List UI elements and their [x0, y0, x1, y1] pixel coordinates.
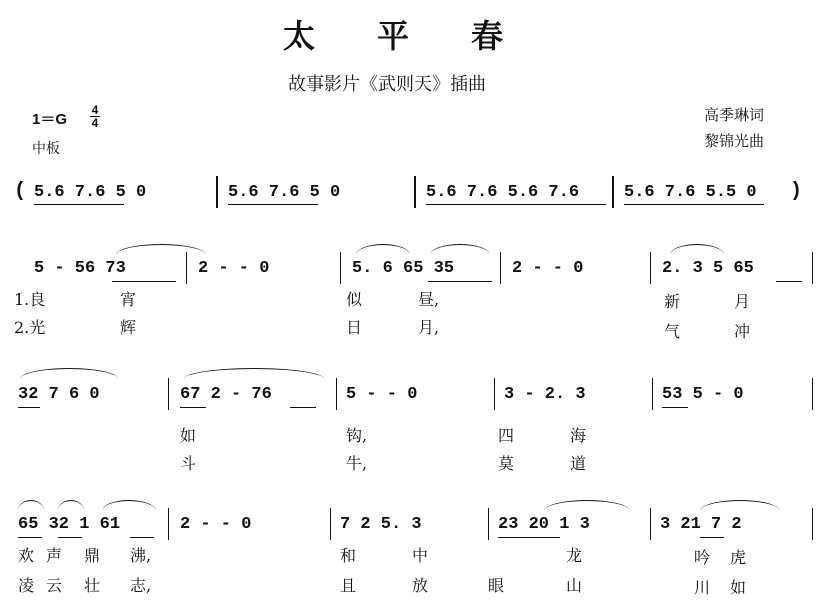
- line4-measure-3: 7 2 5. 3: [340, 515, 422, 534]
- lyric: 钩,: [346, 426, 368, 445]
- lyric: 和: [340, 546, 357, 565]
- line3-measure-5: 53 5 - 0: [662, 385, 744, 404]
- barline: [494, 378, 495, 410]
- underline: [112, 281, 176, 282]
- underline: [498, 537, 560, 538]
- composer-credit: 黎锦光曲: [704, 132, 765, 150]
- line1-measure-4: 5.6 7.6 5.5 0: [624, 183, 757, 202]
- lyric: 放: [412, 576, 429, 595]
- barline: [812, 252, 813, 284]
- lyric: 莫: [498, 454, 515, 473]
- slur: [102, 500, 156, 511]
- lyric: 眼: [488, 576, 505, 595]
- lyric: 冲: [734, 322, 751, 341]
- lyric: 昼,: [418, 290, 440, 309]
- lyric: 中: [412, 546, 429, 565]
- barline: [216, 176, 218, 208]
- time-signature-top: 4: [91, 103, 99, 117]
- lyric: 如: [180, 426, 197, 445]
- slur: [184, 368, 324, 379]
- line4-measure-2: 2 - - 0: [180, 515, 252, 534]
- lyric: 2.光: [14, 318, 46, 337]
- lyric: 辉: [120, 318, 137, 337]
- line2-measure-2: 2 - - 0: [198, 259, 270, 278]
- barline: [488, 508, 489, 540]
- lyric: 川: [694, 578, 711, 597]
- slur: [58, 500, 84, 511]
- lyric: 沸,: [130, 546, 152, 565]
- barline: [168, 508, 169, 540]
- line3-measure-4: 3 - 2. 3: [504, 385, 586, 404]
- slur: [18, 500, 44, 511]
- line1-measure-2: 5.6 7.6 5 0: [228, 183, 341, 202]
- lyric: 吟: [694, 548, 711, 567]
- line2-measure-1: 5 - 56 73: [34, 259, 126, 278]
- slur: [356, 244, 410, 255]
- barline: [650, 508, 651, 540]
- barline: [186, 252, 187, 284]
- lyric: 日: [346, 318, 363, 337]
- underline: [428, 281, 492, 282]
- barline: [168, 378, 169, 410]
- slur: [430, 244, 490, 255]
- barline: [340, 252, 341, 284]
- lyric: 海: [570, 426, 587, 445]
- intro-open-paren: (: [14, 180, 27, 203]
- lyric: 山: [566, 576, 583, 595]
- line4-measure-4: 23 20 1 3: [498, 515, 590, 534]
- underline: [228, 204, 318, 205]
- lyric: 似: [346, 290, 363, 309]
- lyric: 斗: [180, 454, 197, 473]
- lyric: 声: [46, 546, 63, 565]
- barline: [650, 252, 651, 284]
- underline: [180, 407, 206, 408]
- slur: [700, 500, 780, 511]
- underline: [776, 281, 802, 282]
- lyric: 壮: [84, 576, 101, 595]
- lyric: 宵: [120, 290, 137, 309]
- lyric: 志,: [130, 576, 152, 595]
- lyric: 牛,: [346, 454, 368, 473]
- barline: [612, 176, 614, 208]
- barline: [812, 508, 813, 540]
- barline: [652, 378, 653, 410]
- underline: [426, 204, 606, 205]
- underline: [662, 407, 688, 408]
- underline: [18, 537, 42, 538]
- lyric: 月: [734, 292, 751, 311]
- lyric: 气: [664, 322, 681, 341]
- underline: [34, 204, 124, 205]
- line2-measure-4: 2 - - 0: [512, 259, 584, 278]
- barline: [414, 176, 416, 208]
- lyric: 欢: [18, 546, 35, 565]
- barline: [500, 252, 501, 284]
- line2-measure-3: 5. 6 65 35: [352, 259, 455, 278]
- lyric: 道: [570, 454, 587, 473]
- intro-close-paren: ): [790, 180, 803, 203]
- song-subtitle: 故事影片《武则天》插曲: [288, 74, 486, 95]
- slur: [670, 244, 724, 255]
- barline: [812, 378, 813, 410]
- line2-measure-5: 2. 3 5 65: [662, 259, 754, 278]
- lyricist-credit: 高季琳词: [704, 106, 765, 124]
- underline: [290, 407, 316, 408]
- lyric: 且: [340, 576, 357, 595]
- lyric: 月,: [418, 318, 440, 337]
- underline: [700, 537, 724, 538]
- lyric: 龙: [566, 546, 583, 565]
- lyric: 凌: [18, 576, 35, 595]
- line3-measure-3: 5 - - 0: [346, 385, 418, 404]
- line1-measure-3: 5.6 7.6 5.6 7.6: [426, 183, 580, 202]
- line3-measure-1: 32 7 6 0: [18, 385, 100, 404]
- lyric: 1.良: [14, 290, 46, 309]
- underline: [624, 204, 764, 205]
- lyric: 四: [498, 426, 515, 445]
- slur: [116, 244, 206, 255]
- underline: [130, 537, 154, 538]
- slur: [20, 368, 118, 379]
- barline: [336, 378, 337, 410]
- line4-measure-5: 3 21 7 2: [660, 515, 742, 534]
- key-signature: 1＝G: [32, 111, 68, 128]
- time-signature-bottom: 4: [91, 116, 99, 130]
- tempo-marking: 中板: [32, 141, 60, 157]
- song-title: 太平春: [283, 17, 566, 55]
- lyric: 虎: [730, 548, 747, 567]
- line3-measure-2: 67 2 - 76: [180, 385, 272, 404]
- slur: [544, 500, 630, 511]
- underline: [58, 537, 82, 538]
- lyric: 如: [730, 578, 747, 597]
- barline: [330, 508, 331, 540]
- lyric: 云: [46, 576, 63, 595]
- line1-measure-1: 5.6 7.6 5 0: [34, 183, 147, 202]
- underline: [18, 407, 40, 408]
- line4-measure-1: 65 32 1 61: [18, 515, 121, 534]
- lyric: 鼎: [84, 546, 101, 565]
- lyric: 新: [664, 292, 681, 311]
- time-signature: [90, 104, 100, 129]
